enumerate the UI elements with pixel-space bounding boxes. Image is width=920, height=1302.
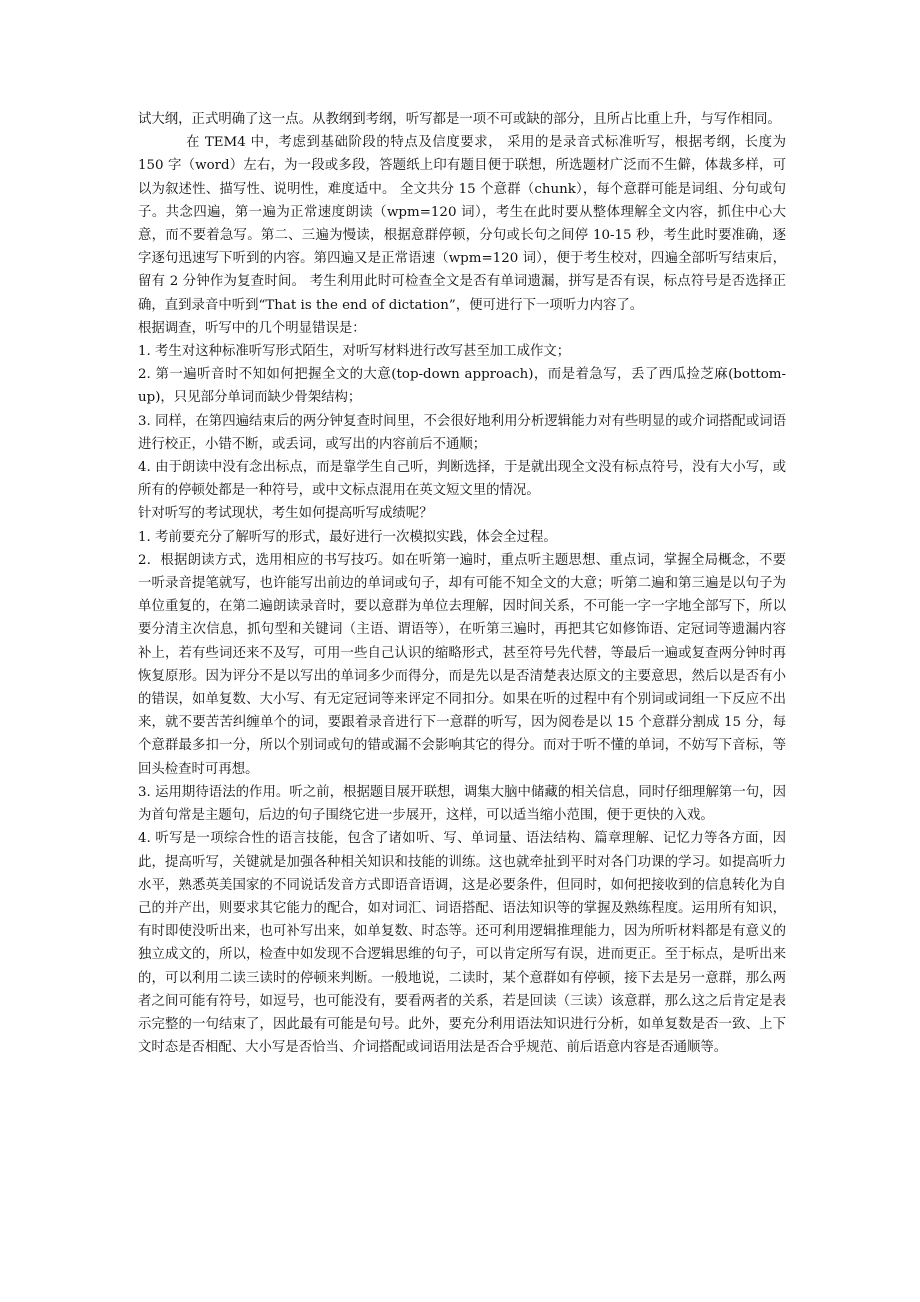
list-item-tip-1: 1. 考前要充分了解听写的形式，最好进行一次模拟实践，体会全过程。	[138, 529, 557, 545]
paragraph-continuation: 试大纲，正式明确了这一点。从教纲到考纲，听写都是一项不可或缺的部分，且所占比重上升，与写作相同。	[138, 112, 781, 127]
list-item-error-1: 1. 考生对这种标准听写形式陌生，对听写材料进行改写甚至加工成作文；	[138, 344, 571, 360]
document-body	[138, 108, 786, 1059]
list-item-error-2: 2. 第一遍听音时不知如何把握全文的大意(top-down approach)，而是着急写，丢了西瓜捡芝麻(bottom-up)，只见部分单词而缺少骨架结构；	[138, 367, 786, 406]
paragraph-tem4-intro: 在 TEM4 中，考虑到基础阶段的特点及信度要求， 采用的是录音式标准听写，根据考纲，长度为 150 字（word）左右，为一段或多段，答题纸上印有题目便于联想，所选题材广泛而不生僻，体裁多样，可以为叙述性、描写性、说明性，难度适中。 全文共分 15 个意群（chunk），每个意群可能是词组、分句或句子。共念四遍，第一遍为正常速度朗读（wpm=120 词），考生在此时要从整体理解全文内容，抓住中心大意，而不要着急写。第二、三遍为慢读，根据意群停顿，分句或长句之间停 10-15 秒，考生此时要准确，逐字逐句迅速写下听到的内容。第四遍又是正常语速（wpm=120 词），便于考生校对，四遍全部听写结束后，留有 2 分钟作为复查时间。 考生利用此时可检查全文是否有单词遗漏，拼写是否有误，标点符号是否选择正确，直到录音中听到“That is the end of dictation”，便可进行下一项听力内容了。	[138, 135, 786, 313]
list-item-tip-3: 3. 运用期待语法的作用。听之前，根据题目展开联想，调集大脑中储藏的相关信息，同时仔细理解第一句，因为首句常是主题句，后边的句子围绕它进一步展开，这样，可以适当缩小范围，便于更快的入戏。	[138, 784, 786, 824]
list-item-error-3: 3. 同样，在第四遍结束后的两分钟复查时间里，不会很好地利用分析逻辑能力对有些明显的或介词搭配或词语进行校正，小错不断，或丢词，或写出的内容前后不通顺；	[138, 413, 786, 452]
paragraph-errors-heading: 根据调查，听写中的几个明显错误是：	[138, 320, 366, 336]
list-item-error-4: 4. 由于朗读中没有念出标点，而是靠学生自己听，判断选择，于是就出现全文没有标点符号，没有大小写，或所有的停顿处都是一种符号，或中文标点混用在英文短文里的情况。	[138, 460, 786, 499]
paragraph-tips-heading: 针对听写的考试现状，考生如何提高听写成绩呢？	[138, 506, 433, 522]
list-item-tip-4: 4. 听写是一项综合性的语言技能，包含了诸如听、写、单词量、语法结构、篇章理解、记忆力等各方面，因此，提高听写，关键就是加强各种相关知识和技能的训练。这也就牵扯到平时对各门功课的学习。如提高听力水平，熟悉英美国家的不同说话发音方式即语音语调，这是必要条件，但同时，如何把接收到的信息转化为自己的并产出，则要求其它能力的配合，如对词汇、词语搭配、语法知识等的掌握及熟练程度。运用所有知识，有时即使没听出来，也可补写出来，如单复数、时态等。还可利用逻辑推理能力，因为所听材料都是有意义的独立成文的，所以，检查中如发现不合逻辑思维的句子，可以肯定所写有误，进而更正。至于标点，是听出来的，可以利用二读三读时的停顿来判断。一般地说，二读时，某个意群如有停顿，接下去是另一意群，那么两者之间可能有符号，如逗号，也可能没有，要看两者的关系，若是回读（三读）该意群，那么这之后肯定是表示完整的一句结束了，因此最有可能是句号。此外，要充分利用语法知识进行分析，如单复数是否一致、上下文时态是否相配、大小写是否恰当、介词搭配或词语用法是否合乎规范、前后语意内容是否通顺等。	[138, 831, 786, 1056]
list-item-tip-2: 2．根据朗读方式，选用相应的书写技巧。如在听第一遍时，重点听主题思想、重点词，掌握全局概念，不要一听录音提笔就写，也许能写出前边的单词或句子，却有可能不知全文的大意；听第二遍和第三遍是以句子为单位重复的，在第二遍朗读录音时，要以意群为单位去理解，因时间关系，不可能一字一字地全部写下，所以要分清主次信息，抓句型和关键词（主语、谓语等），在听第三遍时，再把其它如修饰语、定冠词等遗漏内容补上，若有些词还来不及写，可用一些自己认识的缩略形式，甚至符号先代替，等最后一遍或复查两分钟时再恢复原形。因为评分不是以写出的单词多少而得分，而是先以是否清楚表达原文的主要意思，然后以是否有小的错误，如单复数、大小写、有无定冠词等来评定不同扣分。如果在听的过程中有个别词或词组一下反应不出来，就不要苦苦纠缠单个的词，要跟着录音进行下一意群的听写，因为阅卷是以 15 个意群分割成 15 分，每个意群最多扣一分，所以个别词或句的错或漏不会影响其它的得分。而对于听不懂的单词，不妨写下音标，等回头检查时可再想。	[138, 552, 786, 777]
